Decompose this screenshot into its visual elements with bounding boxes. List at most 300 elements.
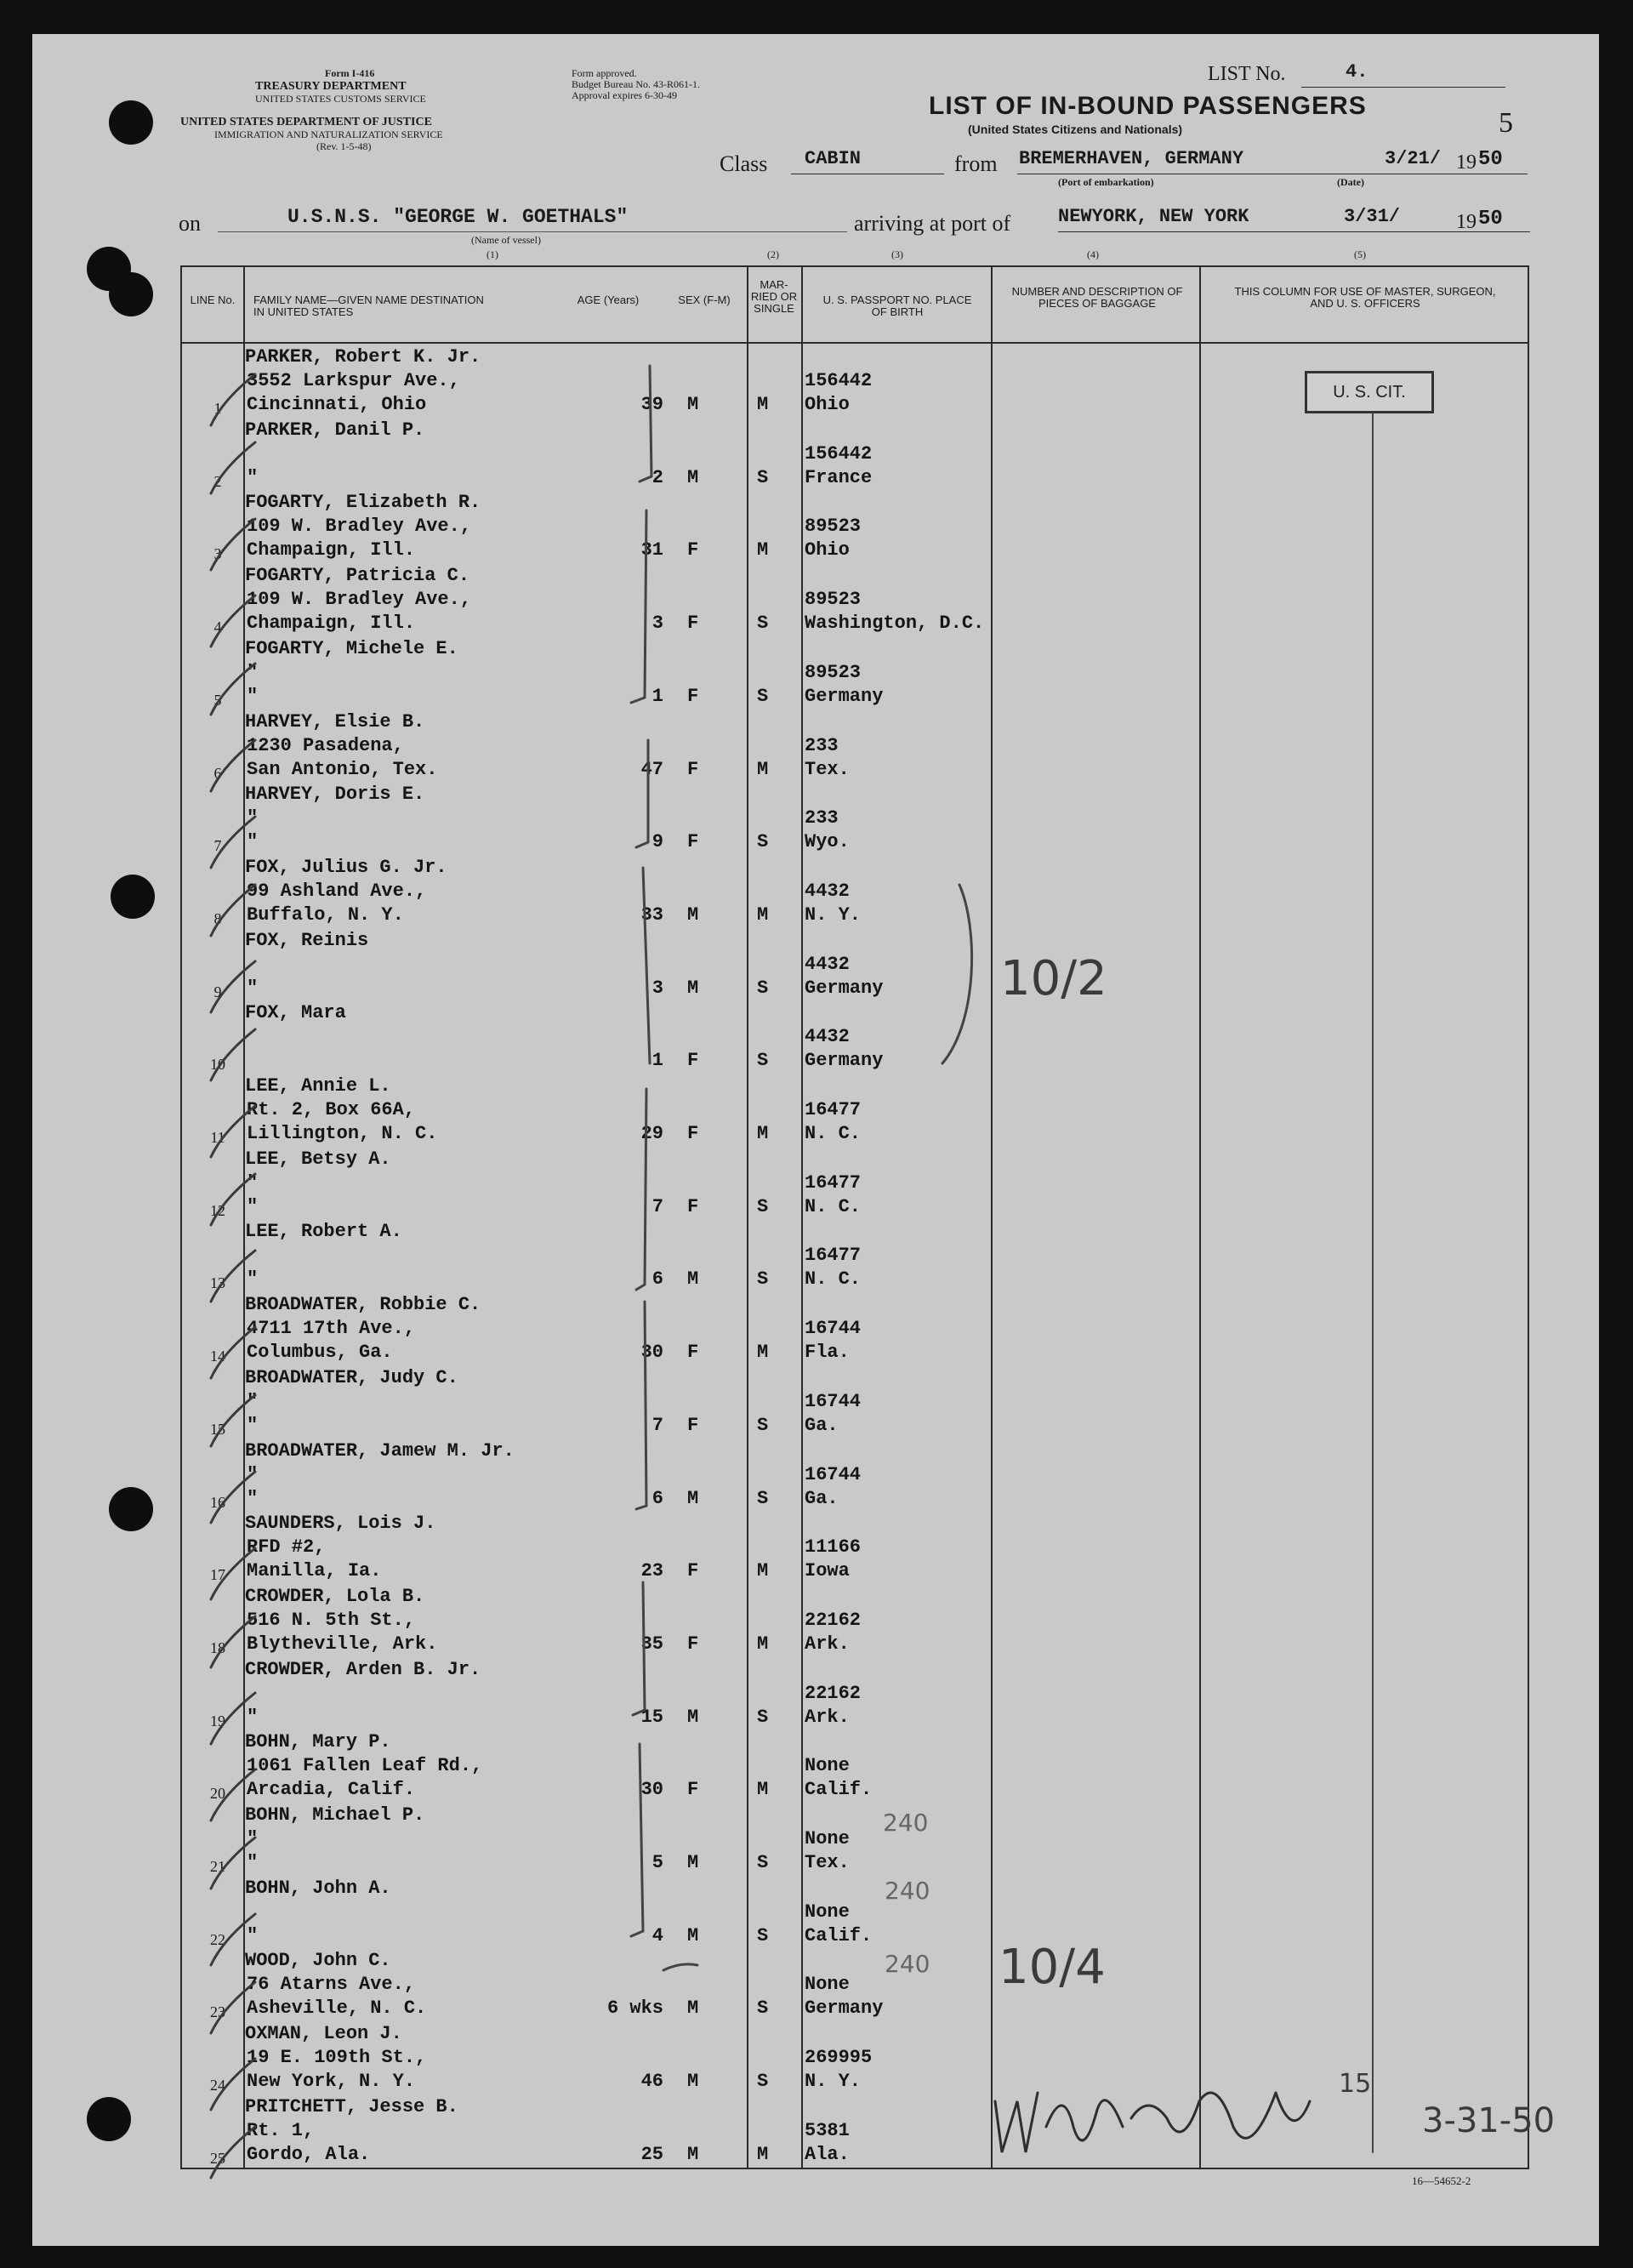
arriving-label: arriving at port of [854,211,1011,236]
passport-number: 11166 [805,1536,862,1559]
check-mark [211,740,255,791]
passenger-name: LEE, Annie L. [245,1075,391,1097]
passenger-destination: Champaign, Ill. [247,539,416,561]
line-number: 14 [210,1348,225,1365]
check-mark [211,1693,255,1744]
passenger-marital-status: S [757,466,769,488]
passenger-sex: F [687,613,699,635]
passenger-address: Rt. 1, [247,2119,315,2141]
passenger-age: 29 [640,1123,663,1144]
line-number: 17 [210,1566,225,1584]
form-number: Form I-416 [325,67,375,79]
line-number: 12 [210,1201,225,1219]
passenger-destination: Asheville, N. C. [247,1997,427,2020]
line-number: 21 [210,1858,225,1875]
place-of-birth: Ala. [805,2143,850,2165]
class-value: CABIN [805,148,862,169]
passenger-sex: F [687,1414,699,1436]
date-caption: (Date) [1337,176,1364,188]
passenger-age: 15 [640,1706,663,1728]
passenger-address: 109 W. Bradley Ave., [247,516,472,538]
passenger-address: 3552 Larkspur Ave., [247,370,460,391]
passenger-destination: Cincinnati, Ohio [247,394,427,415]
form-approved: Form approved. [572,67,637,79]
family-bracket [643,868,650,1063]
stamp-text: U. S. CIT. [1333,382,1406,402]
place-of-birth: N. C. [805,1195,862,1217]
passport-number: 5381 [805,2119,850,2141]
place-of-birth: France [805,466,873,488]
passenger-marital-status: M [757,394,769,415]
passenger-marital-status: M [757,903,769,926]
passenger-age: 33 [640,903,663,926]
passenger-age: 1 [651,685,663,707]
passenger-name: CROWDER, Lola B. [245,1585,425,1607]
treasury-dept: TREASURY DEPARTMENT [255,80,407,93]
line-number: 13 [210,1274,225,1292]
passenger-marital-status: S [757,1997,769,2020]
header-passport: U. S. PASSPORT NO. PLACE OF BIRTH [822,293,972,318]
place-of-birth: Ark. [805,1633,850,1655]
baggage-note-wood: 10/4 [999,1940,1106,1995]
passport-number: None [805,1974,850,1996]
line-number: 5 [213,691,222,709]
passport-number: 22162 [805,1609,862,1631]
check-mark [211,1548,255,1599]
port-caption: (Port of embarkation) [1058,176,1154,188]
arrival-year: 50 [1478,208,1503,231]
departure-year: 50 [1478,148,1503,171]
passenger-sex: M [687,903,699,926]
place-of-birth: Iowa [805,1560,850,1582]
header-baggage: NUMBER AND DESCRIPTION OF PIECES OF BAGGAGE [1011,285,1183,310]
passenger-name: FOGARTY, Elizabeth R. [245,492,481,514]
vessel-col-num: (1) [486,248,498,260]
passenger-address: " [247,1171,259,1194]
passenger-destination: " [247,1924,259,1946]
passenger-name: SAUNDERS, Lois J. [245,1513,436,1535]
passenger-sex: M [687,2143,699,2165]
passenger-age: 35 [640,1633,663,1655]
place-of-birth: Fla. [805,1342,850,1364]
pencil-mark [663,1964,697,1970]
baggage-brace [942,885,972,1063]
passenger-address: 4711 17th Ave., [247,1318,416,1340]
passenger-sex: F [687,1779,699,1801]
passenger-sex: M [687,1997,699,2020]
line-number: 22 [210,1930,225,1948]
passenger-sex: M [687,394,699,415]
place-of-birth: Germany [805,977,884,999]
passenger-sex: F [687,758,699,780]
passenger-destination: Champaign, Ill. [247,613,416,635]
line-number: 2 [213,472,222,490]
check-mark [211,442,255,493]
place-of-birth: Ark. [805,1706,850,1728]
line-number: 7 [213,837,222,855]
passenger-name: LEE, Betsy A. [245,1148,391,1170]
passenger-name: LEE, Robert A. [245,1221,402,1243]
place-of-birth: Ohio [805,539,850,561]
vessel-caption: (Name of vessel) [471,234,541,246]
line-number: 6 [213,764,222,782]
check-mark [211,961,255,1012]
passport-number: 233 [805,734,839,756]
budget-bureau: Budget Bureau No. 43-R061-1. [572,78,700,90]
passenger-marital-status: M [757,1560,769,1582]
line-number: 9 [213,983,222,1000]
check-mark [211,1029,255,1080]
passenger-age: 9 [651,831,663,853]
passenger-destination: " [247,1852,259,1873]
passenger-destination: San Antonio, Tex. [247,758,438,780]
passenger-age: 6 [651,1487,663,1509]
passenger-destination: Manilla, Ia. [247,1560,382,1582]
passenger-name: HARVEY, Elsie B. [245,710,425,732]
us-citizen-stamp [1305,371,1434,413]
place-of-birth: Washington, D.C. [805,613,985,635]
passenger-name: CROWDER, Arden B. Jr. [245,1658,481,1680]
passport-number: 89523 [805,589,862,611]
passenger-marital-status: S [757,613,769,635]
col-num-2: (2) [767,248,779,260]
signature-number: 15 [1339,2069,1372,2099]
passenger-address: 76 Atarns Ave., [247,1974,416,1996]
passenger-name: BOHN, Mary P. [245,1731,391,1753]
place-of-birth: Tex. [805,1852,850,1873]
passenger-sex: F [687,1342,699,1364]
passenger-marital-status: S [757,2071,769,2093]
passenger-name: FOGARTY, Michele E. [245,637,458,659]
passenger-destination: " [247,1414,259,1436]
arrival-port: NEWYORK, NEW YORK [1058,206,1249,227]
passport-number: None [805,1828,850,1849]
passenger-address: " [247,1390,259,1412]
line-number: 23 [210,2003,225,2021]
passenger-sex: F [687,1050,699,1072]
header-name: FAMILY NAME—GIVEN NAME DESTINATION IN UNITED STATES [253,293,484,318]
passenger-name: HARVEY, Doris E. [245,784,425,806]
col-num-3: (3) [891,248,903,260]
passenger-age: 6 wks [606,1997,663,2020]
line-number: 24 [210,2077,225,2094]
revision: (Rev. 1-5-48) [316,140,372,152]
passenger-marital-status: M [757,2143,769,2165]
check-mark [211,1982,255,2033]
place-of-birth: Ga. [805,1487,839,1509]
check-mark [211,1616,255,1667]
passport-number: None [805,1900,850,1923]
passenger-destination: " [247,977,259,999]
passenger-name: BROADWATER, Robbie C. [245,1294,481,1316]
passenger-name: PARKER, Danil P. [245,419,425,441]
passenger-age: 1 [651,1050,663,1072]
check-mark [211,664,255,715]
pencil-240-c: 240 [885,1950,930,1978]
passenger-name: OXMAN, Leon J. [245,2023,402,2045]
passenger-age: 23 [640,1560,663,1582]
place-of-birth: Germany [805,1997,884,2020]
passport-number: None [805,1755,850,1777]
passenger-age: 39 [640,394,663,415]
check-mark [211,1251,255,1302]
place-of-birth: N. C. [805,1123,862,1144]
passenger-destination: " [247,466,259,488]
place-of-birth: Ohio [805,394,850,415]
passenger-destination: " [247,685,259,707]
passenger-name: FOGARTY, Patricia C. [245,565,470,587]
class-label: Class [720,151,768,176]
vessel-name: U.S.N.S. "GEORGE W. GOETHALS" [287,206,629,228]
line-number: 11 [210,1129,225,1146]
check-mark [211,519,255,570]
passenger-age: 46 [640,2071,663,2093]
passenger-address: 109 W. Bradley Ave., [247,589,472,611]
check-mark [211,2059,255,2110]
passenger-name: BOHN, Michael P. [245,1804,425,1826]
passenger-marital-status: S [757,831,769,853]
list-no-label: LIST No. [1208,63,1286,85]
passenger-marital-status: M [757,1633,769,1655]
passenger-marital-status: S [757,1195,769,1217]
passenger-marital-status: M [757,1779,769,1801]
line-number: 10 [210,1056,225,1074]
passenger-age: 7 [651,1414,663,1436]
passenger-address: Rt. 2, Box 66A, [247,1099,416,1120]
header-remarks: THIS COLUMN FOR USE OF MASTER, SURGEON, AND U. S. OFFICERS [1234,285,1496,310]
check-mark [211,1472,255,1523]
family-bracket [631,1744,643,1936]
passenger-name: BOHN, John A. [245,1877,391,1899]
family-bracket [636,1302,646,1509]
family-bracket [633,1582,645,1715]
check-mark [211,374,255,425]
passport-number: 89523 [805,661,862,683]
check-mark [211,885,255,936]
place-of-birth: Calif. [805,1924,873,1946]
family-bracket [636,1089,646,1290]
passport-number: 4432 [805,1026,850,1048]
passenger-age: 31 [640,539,663,561]
header-age: AGE (Years) [577,293,640,306]
passport-number: 16744 [805,1463,862,1485]
place-of-birth: Germany [805,1050,884,1072]
passenger-address: " [247,661,259,683]
passenger-sex: F [687,539,699,561]
passenger-marital-status: M [757,539,769,561]
passenger-destination: Blytheville, Ark. [247,1633,438,1655]
ins-label: IMMIGRATION AND NATURALIZATION SERVICE [214,128,443,140]
passenger-name: FOX, Reinis [245,929,369,951]
signature-date: 3-31-50 [1422,2101,1556,2140]
passport-number: 269995 [805,2047,873,2069]
passenger-destination: Arcadia, Calif. [247,1779,416,1801]
passport-number: 156442 [805,370,873,391]
check-mark [211,1174,255,1225]
passenger-address: " [247,807,259,829]
check-mark [211,1769,255,1821]
passport-number: 4432 [805,953,850,975]
passenger-sex: F [687,1123,699,1144]
passenger-address: 99 Ashland Ave., [247,880,427,902]
passport-number: 4432 [805,880,850,902]
family-bracket [640,366,651,482]
line-number: 1 [213,400,222,417]
passport-number: 16477 [805,1099,862,1120]
check-mark [211,595,255,647]
approval-expires: Approval expires 6-30-49 [572,89,677,101]
passenger-destination: Columbus, Ga. [247,1342,393,1364]
check-mark [211,1914,255,1965]
line-number: 20 [210,1785,225,1803]
passenger-marital-status: S [757,1268,769,1291]
passenger-age: 4 [651,1924,663,1946]
passenger-destination: " [247,1706,259,1728]
passenger-address: " [247,1463,259,1485]
passenger-marital-status: S [757,977,769,999]
place-of-birth: N. Y. [805,2071,862,2093]
passenger-marital-status: M [757,1123,769,1144]
line-number: 19 [210,1712,225,1729]
departure-date: 3/21/ [1385,148,1442,169]
place-of-birth: N. Y. [805,903,862,926]
on-label: on [179,211,201,236]
line-number: 4 [213,618,222,636]
passport-number: 16744 [805,1318,862,1340]
col-num-5: (5) [1354,248,1366,260]
signature-scrawl [995,2093,1310,2152]
passport-number: 16744 [805,1390,862,1412]
passenger-destination: " [247,1195,259,1217]
family-bracket [631,510,646,703]
passenger-sex: M [687,2071,699,2093]
passenger-marital-status: M [757,1342,769,1364]
passenger-age: 7 [651,1195,663,1217]
passenger-destination: " [247,831,259,853]
page-number: 5 [1499,107,1513,139]
header-sex: SEX (F-M) [678,293,731,306]
passenger-age: 47 [640,758,663,780]
place-of-birth: Ga. [805,1414,839,1436]
passport-number: 16477 [805,1171,862,1194]
passenger-age: 3 [651,613,663,635]
passenger-marital-status: S [757,1852,769,1873]
customs-service: UNITED STATES CUSTOMS SERVICE [255,93,426,105]
check-mark [211,1838,255,1889]
passenger-name: PARKER, Robert K. Jr. [245,346,481,368]
manifest-title: LIST OF IN-BOUND PASSENGERS [929,92,1367,120]
col-num-4: (4) [1087,248,1099,260]
passenger-address: " [247,1828,259,1849]
passenger-address: 1230 Pasadena, [247,734,404,756]
place-of-birth: Tex. [805,758,850,780]
place-of-birth: N. C. [805,1268,862,1291]
passenger-name: BROADWATER, Jamew M. Jr. [245,1439,515,1462]
passenger-marital-status: S [757,1706,769,1728]
passenger-age: 2 [651,466,663,488]
passenger-sex: M [687,1852,699,1873]
passenger-destination: New York, N. Y. [247,2071,416,2093]
passenger-name: PRITCHETT, Jesse B. [245,2095,458,2117]
departure-year-prefix: 19 [1456,151,1477,174]
check-mark [211,2127,255,2178]
passenger-address: 19 E. 109th St., [247,2047,427,2069]
doj-label: UNITED STATES DEPARTMENT OF JUSTICE [180,116,432,128]
passenger-marital-status: S [757,1050,769,1072]
passenger-age: 3 [651,977,663,999]
passenger-sex: F [687,1633,699,1655]
family-bracket [636,740,648,847]
line-number: 8 [213,909,222,927]
passport-number: 233 [805,807,839,829]
list-no-value: 4. [1346,61,1368,83]
line-number: 3 [213,545,222,563]
manifest-subtitle: (United States Citizens and Nationals) [968,123,1183,136]
passenger-destination: " [247,1487,259,1509]
passport-number: 89523 [805,516,862,538]
port-of-embarkation: BREMERHAVEN, GERMANY [1019,148,1244,169]
passenger-address: RFD #2, [247,1536,326,1559]
passenger-sex: M [687,1706,699,1728]
passport-number: 16477 [805,1245,862,1267]
passenger-sex: F [687,1195,699,1217]
passenger-destination: Buffalo, N. Y. [247,903,404,926]
passenger-marital-status: S [757,685,769,707]
place-of-birth: Calif. [805,1779,873,1801]
passenger-name: BROADWATER, Judy C. [245,1366,458,1388]
pencil-240-b: 240 [885,1877,930,1905]
passenger-marital-status: M [757,758,769,780]
passenger-age: 6 [651,1268,663,1291]
passenger-marital-status: S [757,1924,769,1946]
check-mark [211,1106,255,1157]
place-of-birth: Wyo. [805,831,850,853]
passenger-sex: F [687,685,699,707]
passport-number: 22162 [805,1682,862,1704]
line-number: 25 [210,2149,225,2167]
passenger-sex: M [687,1487,699,1509]
check-mark [211,817,255,868]
place-of-birth: Germany [805,685,884,707]
passenger-marital-status: S [757,1487,769,1509]
arrival-year-prefix: 19 [1456,211,1477,233]
passenger-destination: " [247,1268,259,1291]
header-married: MAR-RIED OR SINGLE [750,278,798,315]
passenger-sex: M [687,466,699,488]
passenger-sex: M [687,1924,699,1946]
passenger-sex: M [687,977,699,999]
passenger-sex: M [687,1268,699,1291]
arrival-date: 3/31/ [1344,206,1401,227]
passenger-name: WOOD, John C. [245,1950,391,1972]
check-mark [211,1395,255,1446]
line-number: 16 [210,1493,225,1511]
passenger-marital-status: S [757,1414,769,1436]
line-number: 15 [210,1420,225,1438]
passenger-name: FOX, Julius G. Jr. [245,856,447,878]
passenger-name: FOX, Mara [245,1002,346,1024]
passenger-sex: F [687,1560,699,1582]
passenger-destination: Gordo, Ala. [247,2143,371,2165]
check-mark [211,1327,255,1378]
form-footer: 16—54652-2 [1412,2174,1471,2187]
passenger-address: 516 N. 5th St., [247,1609,416,1631]
passenger-address: 1061 Fallen Leaf Rd., [247,1755,483,1777]
passenger-age: 30 [640,1779,663,1801]
pencil-240-a: 240 [883,1809,929,1837]
passenger-age: 25 [640,2143,663,2165]
from-label: from [954,151,998,176]
